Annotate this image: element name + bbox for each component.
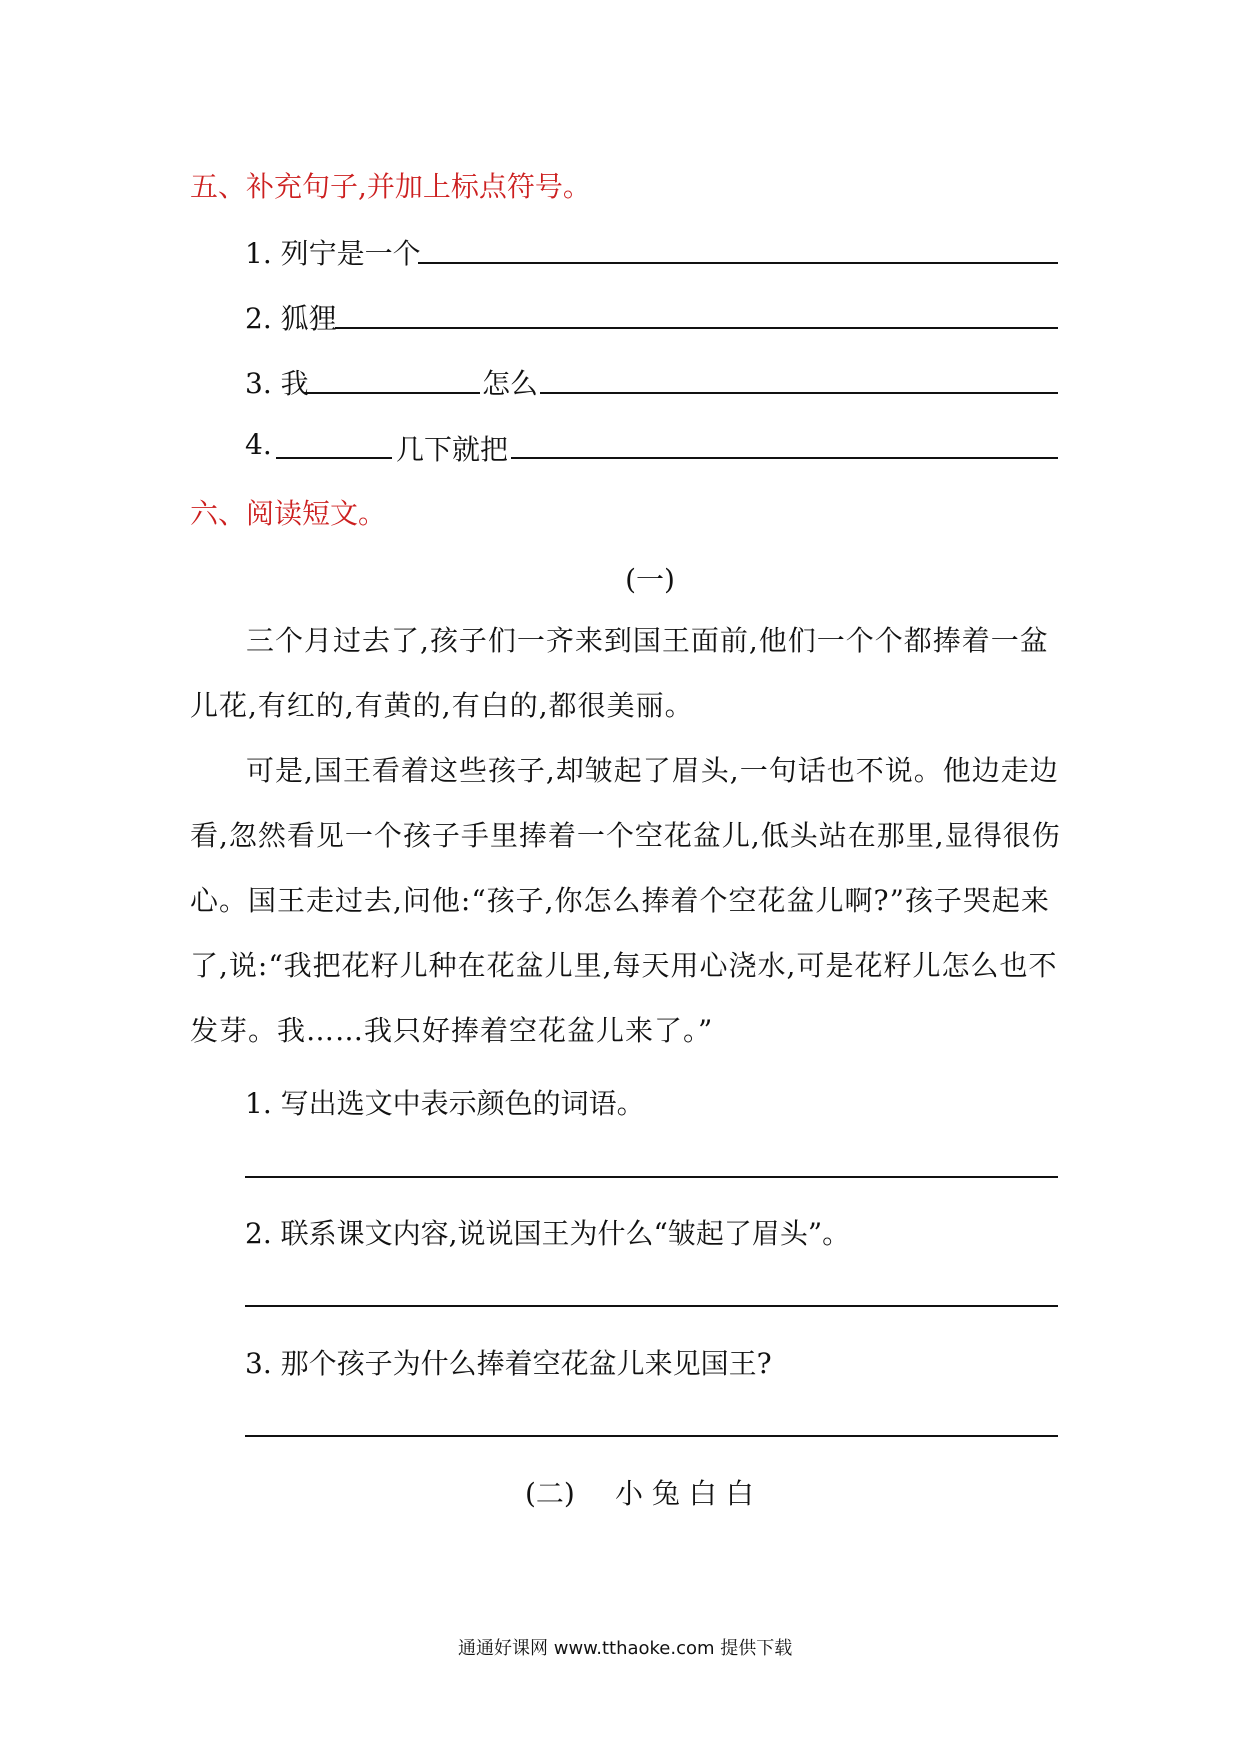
reading-paragraph-1: 三个月过去了,孩子们一齐来到国王面前,他们一个个都捧着一盆儿花,有红的,有黄的,有白的,都很美丽。 [190,624,1049,722]
sentence-3-blank-a[interactable] [304,392,480,394]
sentence-4-blank-a[interactable] [276,457,392,459]
footer-credit: 通通好课网 www.tthaoke.com 提供下载 [458,1638,793,1659]
answer-2-line[interactable] [245,1305,1058,1307]
sentence-4-blank-b[interactable] [511,457,1058,459]
sentence-2-blank[interactable] [335,327,1058,329]
question-1: 1. 写出选文中表示颜色的词语。 [245,1087,645,1120]
reading-paragraph-2: 可是,国王看着这些孩子,却皱起了眉头,一句话也不说。他边走边看,忽然看见一个孩子手里捧着一个空花盆儿,低头站在那里,显得很伤心。国王走过去,问他:“孩子,你怎么捧着个空花盆儿啊?”孩子哭起来了,说:“我把花籽儿种在花盆儿里,每天用心浇水,可是花籽儿怎么也不发芽。我……我只好捧着空花盆儿来了。” [190,754,1061,1047]
sentence-1-prefix: 1. 列宁是一个 [245,237,421,270]
part2-title: 小 兔 白 白 [615,1477,754,1510]
part2-label: (二) [525,1477,575,1510]
sentence-2-prefix: 2. 狐狸 [245,302,337,335]
section5-title: 五、补充句子,并加上标点符号。 [190,170,591,203]
sentence-4-middle: 几下就把 [396,433,509,466]
sentence-1-blank[interactable] [418,262,1058,264]
answer-3-line[interactable] [245,1435,1058,1437]
sentence-3-middle: 怎么 [482,367,539,400]
question-2: 2. 联系课文内容,说说国王为什么“皱起了眉头”。 [245,1217,851,1250]
sentence-4-prefix: 4. [245,428,272,461]
question-3: 3. 那个孩子为什么捧着空花盆儿来见国王? [245,1347,772,1380]
section6-title: 六、阅读短文。 [190,497,387,530]
part1-label: (一) [625,563,675,596]
answer-1-line[interactable] [245,1176,1058,1178]
sentence-3-blank-b[interactable] [540,392,1058,394]
sentence-3-prefix: 3. 我 [245,367,309,400]
